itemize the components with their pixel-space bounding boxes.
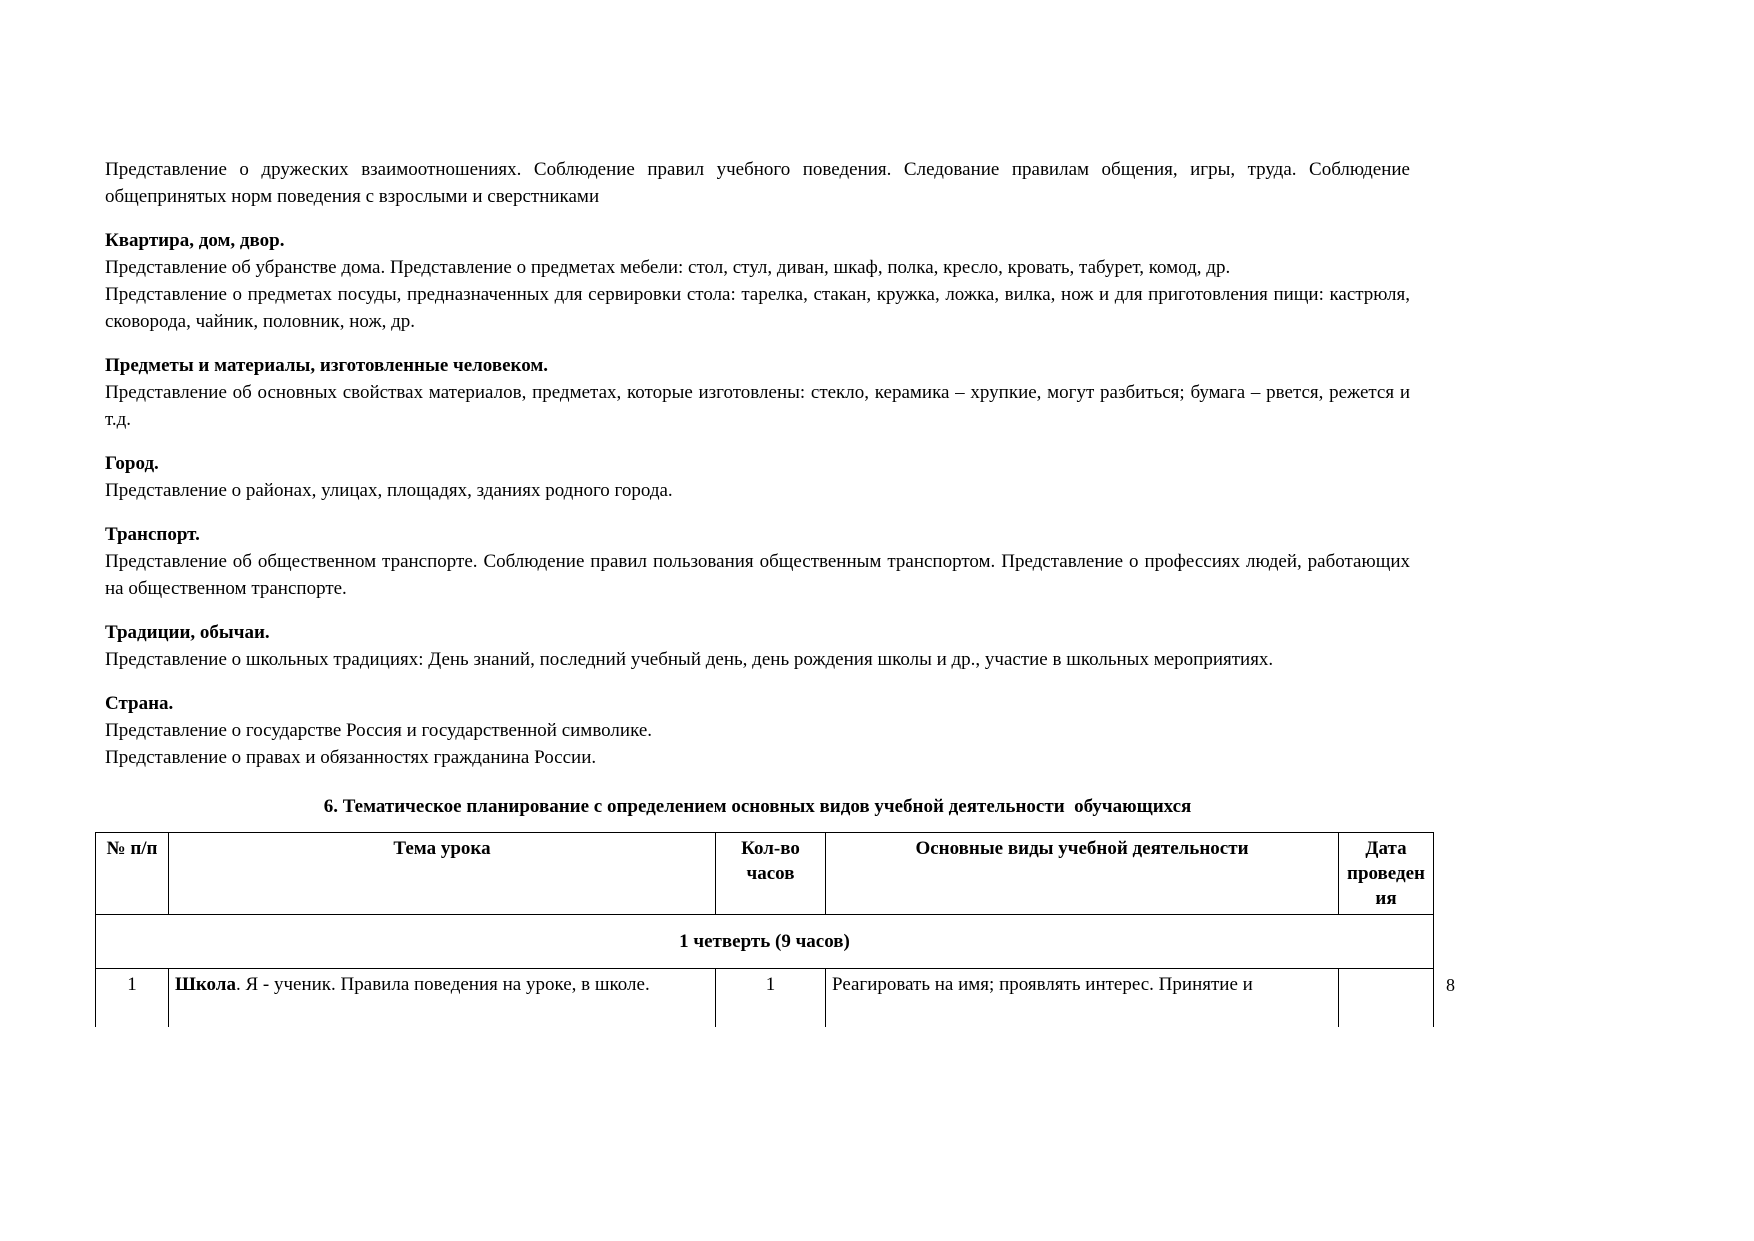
section-paragraph: Представление об общественном транспорте. Соблюдение правил пользования общественным транспортом. Представление о профессиях людей, работающих на общественном транспорте. (105, 551, 1410, 599)
cell-lesson-number: 1 (96, 969, 169, 1027)
lesson-topic-rest: . Я - ученик. Правила поведения на уроке, в школе. (235, 974, 650, 995)
section-city (105, 450, 1410, 504)
section-heading-traditions: Традиции, обычаи. (105, 622, 270, 643)
section-paragraph: Представление о районах, улицах, площадях, зданиях родного города. (105, 480, 673, 501)
section-paragraph: Представление о предметах посуды, предназначенных для сервировки стола: тарелка, стакан, кружка, ложка, вилка, нож и для приготовления пищи: кастрюля, сковорода, чайник, половник, нож, др. (105, 284, 1410, 332)
section-heading-city: Город. (105, 453, 159, 474)
table-row (96, 969, 1434, 1027)
section-paragraph: Представление о государстве Россия и государственной символике. (105, 720, 653, 741)
section-paragraph: Представление о правах и обязанностях гражданина России. (105, 747, 597, 768)
lesson-topic-lead: Школа (175, 974, 236, 995)
column-header-activities: Основные виды учебной деятельности (826, 833, 1339, 915)
column-header-date: Дата проведения (1339, 833, 1434, 915)
section-paragraph: Представление об убранстве дома. Представление о предметах мебели: стол, стул, диван, шкаф, полка, кресло, кровать, табурет, комод, др. (105, 257, 1231, 278)
section-heading-materials: Предметы и материалы, изготовленные человеком. (105, 355, 549, 376)
planning-section-title: 6. Тематическое планирование с определением основных видов учебной деятельности обучающихся (323, 796, 1192, 817)
section-heading-transport: Транспорт. (105, 524, 200, 545)
section-traditions (105, 619, 1410, 673)
section-country (105, 690, 1410, 771)
section-paragraph: Представление об основных свойствах материалов, предметах, которые изготовлены: стекло, керамика – хрупкие, могут разбиться; бумага – рвется, режется и т.д. (105, 382, 1410, 430)
intro-paragraph: Представление о дружеских взаимоотношениях. Соблюдение правил учебного поведения. Следование правилам общения, игры, труда. Соблюдение общепринятых норм поведения с взрослыми и сверстниками (105, 159, 1410, 207)
section-materials (105, 352, 1410, 433)
section-transport (105, 521, 1410, 602)
quarter-header-cell: 1 четверть (9 часов) (96, 915, 1434, 969)
column-header-topic: Тема урока (169, 833, 716, 915)
cell-lesson-date (1339, 969, 1434, 1027)
cell-lesson-topic (169, 969, 716, 1027)
page-number: 8 (1446, 975, 1455, 995)
cell-lesson-hours: 1 (716, 969, 826, 1027)
section-heading-apartment: Квартира, дом, двор. (105, 230, 285, 251)
table-header-row (96, 833, 1434, 915)
quarter-header-row (96, 915, 1434, 969)
planning-table (95, 832, 1434, 1027)
section-heading-country: Страна. (105, 693, 174, 714)
cell-lesson-activities: Реагировать на имя; проявлять интерес. Принятие и (826, 969, 1339, 1027)
column-header-hours: Кол-во часов (716, 833, 826, 915)
section-paragraph: Представление о школьных традициях: День знаний, последний учебный день, день рождения школы и др., участие в школьных мероприятиях. (105, 649, 1274, 670)
section-apartment (105, 227, 1410, 335)
column-header-num: № п/п (96, 833, 169, 915)
